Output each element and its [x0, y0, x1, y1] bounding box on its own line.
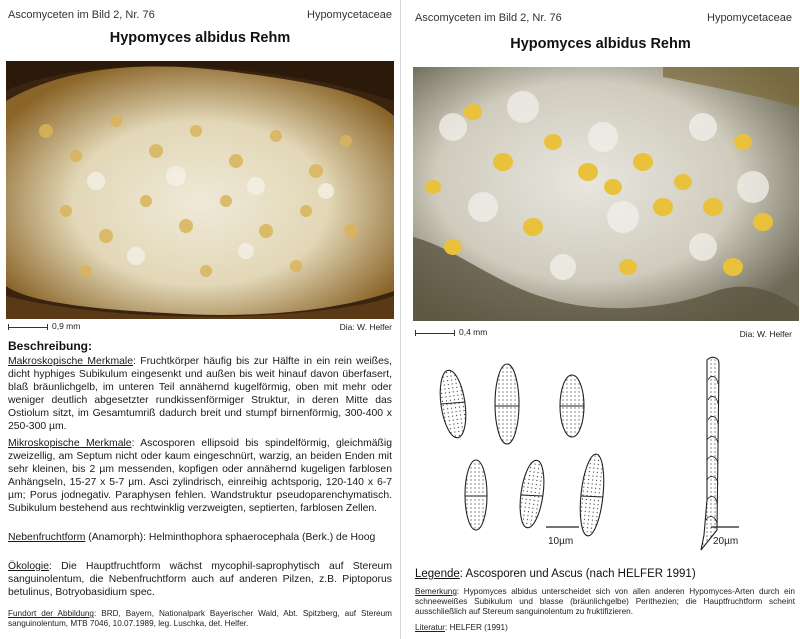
photo-scale: [415, 327, 487, 337]
fundort-label: Fundort der Abbildung: [8, 609, 94, 618]
nebenfruchtform-paragraph: [8, 532, 392, 545]
mikro-label: Mikroskopische Merkmale: [8, 438, 132, 449]
fundort-text: : BRD, Bayern, Nationalpark Bayerischer Wald, Abt. Spitzberg, auf Stereum sanguinolentum, MTB 7046, 10.07.1989, leg. Luschka, det. Helfer.: [8, 609, 392, 628]
bemerkung-label: Bemerkung: [415, 587, 457, 596]
ascospore-4: [465, 460, 487, 530]
photo-scale: [8, 321, 80, 331]
makro-text: : Fruchtkörper häufig bis zur Hälfte in ein rein weißes, dicht hyphiges Subikulum eingesenkt und außen bis weit hinauf davon überfasert, blaß bräunlichgelb, im unteren Teil annähernd kugelförmig, oben mit mehr oder weniger deutlich abgesetzter rundkissenförmiger Struktur, in deren Mitte das Ostiolum sitzt, im Gesamtumriß dadurch breit und stumpf birnenförmig, 300-400 x 250-300 µm.: [8, 356, 392, 432]
specimen-closeup-photo: [413, 67, 799, 321]
nebenfruchtform-label: Nebenfruchtform: [8, 532, 86, 543]
scale-bar: [8, 324, 48, 330]
makro-label: Makroskopische Merkmale: [8, 356, 134, 367]
microscopy-drawing: [401, 350, 800, 560]
mikro-paragraph: [8, 438, 392, 515]
literatur-text: : HELFER (1991): [445, 623, 508, 632]
bemerkung-paragraph: [415, 587, 795, 617]
scale-bar: [415, 330, 455, 336]
legend-text: : Ascosporen und Ascus (nach HELFER 1991): [459, 568, 696, 580]
legend-label: Legende: [415, 568, 460, 580]
description-heading: Beschreibung:: [8, 339, 93, 353]
photo-credit: Dia: W. Helfer: [339, 322, 392, 332]
spore-scale-label: 10µm: [548, 536, 574, 547]
mikro-text: : Ascosporen ellipsoid bis spindelförmig, gleichmäßig zweizellig, am Septum nicht oder kaum eingeschnürt, warzig, an beiden Enden mit sehr kleinen, bis 2 µm messenden, kopfigen oder annähernd kugeligen farblosen Anhängseln, 15-27 x 5-7 µm. Asci zylindrisch, einreihig achtsporig, 120-140 x 6-7 µm; Porus jodnegativ. Paraphysen fehlen. Wandstruktur pseudoparenchymatisch. Subikulum bestehend aus rechtwinklig verzweigten, septierten, farblosen Zellen.: [8, 438, 392, 514]
literatur-paragraph: [415, 623, 795, 633]
family-label: Hypomycetaceae: [307, 9, 392, 21]
species-title: Hypomyces albidus Rehm: [510, 36, 691, 52]
ascospore-3: [560, 375, 584, 437]
scale-label: 0,9 mm: [52, 321, 81, 331]
ascospore-1: [436, 369, 469, 440]
series-label: Ascomyceten im Bild 2, Nr. 76: [8, 9, 155, 21]
oekologie-label: Ökologie: [8, 561, 50, 572]
family-label: Hypomycetaceae: [707, 12, 792, 24]
oekologie-paragraph: [8, 561, 392, 600]
right-card: [400, 0, 800, 639]
makro-paragraph: [8, 356, 392, 433]
photo-credit: Dia: W. Helfer: [739, 329, 792, 339]
ascus-scale-label: 20µm: [713, 536, 739, 547]
bemerkung-text: : Hypomyces albidus unterscheidet sich von allen anderen Hypomyces-Arten durch ein schneeweißes Subikulum und blasse (bräunlichgelbe) Perithezien; die Hauptfruchtform scheint ausschließlich auf Stereum sanguinolentum zu fruktifizieren.: [415, 587, 795, 616]
specimen-photo: [6, 61, 394, 319]
species-title: Hypomyces albidus Rehm: [109, 30, 291, 46]
series-label: Ascomyceten im Bild 2, Nr. 76: [415, 12, 562, 24]
oekologie-text: : Die Hauptfruchtform wächst mycophil-saprophytisch auf Stereum sanguinolentum, die Nebenfruchtform auch auf anderen Pilzen, z.B. Piptoporus betulinus, Botryobasidium spec.: [8, 561, 392, 598]
ascospore-5: [516, 459, 547, 529]
nebenfruchtform-text: (Anamorph): Helminthophora sphaerocephala (Berk.) de Hoog: [85, 532, 376, 543]
scale-label: 0,4 mm: [459, 327, 488, 337]
ascus: [701, 357, 719, 550]
ascospore-2: [495, 364, 519, 444]
fundort-paragraph: [8, 609, 392, 629]
literatur-label: Literatur: [415, 623, 446, 632]
ascospore-6: [577, 453, 607, 537]
legend: [415, 568, 696, 580]
